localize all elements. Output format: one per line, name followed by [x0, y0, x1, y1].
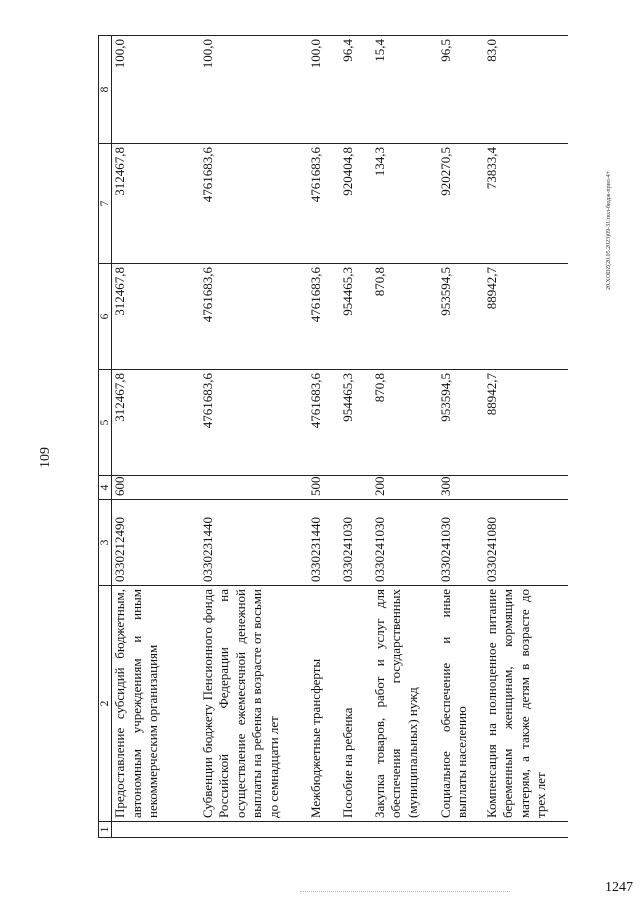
row-code: 0330231440 [200, 500, 308, 586]
row-code: 0330212490 [112, 500, 200, 586]
row-blank-cell [372, 822, 438, 838]
row-blank-cell [200, 822, 308, 838]
page-number: 109 [38, 447, 53, 468]
row-description: Пособие на ребенка [340, 586, 372, 822]
row-expense-type: 600 [112, 476, 200, 500]
row-value-col8: 15,4 [372, 36, 438, 144]
row-value-col7: 4761683,6 [200, 144, 308, 264]
table-row [484, 36, 568, 838]
table-row [308, 36, 340, 838]
table-header-row [99, 36, 112, 838]
row-value-col6: 312467,8 [112, 264, 200, 370]
row-description: Социальное обеспечение и иные выплаты населению [438, 586, 484, 822]
row-value-col7: 73833,4 [484, 144, 568, 264]
table-row [112, 36, 200, 838]
row-value-col5: 4761683,6 [308, 370, 340, 476]
row-blank-cell [438, 822, 484, 838]
row-expense-type: 300 [438, 476, 484, 500]
row-value-col5: 4761683,6 [200, 370, 308, 476]
column-header: 1 [99, 822, 112, 838]
row-value-col8: 100,0 [308, 36, 340, 144]
row-expense-type [484, 476, 568, 500]
row-code: 0330241030 [340, 500, 372, 586]
row-value-col7: 920404,8 [340, 144, 372, 264]
table-row [438, 36, 484, 838]
row-value-col8: 100,0 [200, 36, 308, 144]
row-value-col5: 88942,7 [484, 370, 568, 476]
row-value-col6: 4761683,6 [200, 264, 308, 370]
footer-file-path: 20.XODZ(20.05.2023)09-31/пол-бюдж-прил-4+ [606, 170, 612, 290]
row-code: 0330241080 [484, 500, 568, 586]
column-header: 3 [99, 500, 112, 586]
row-value-col8: 100,0 [112, 36, 200, 144]
sheet-number: 1247 [605, 880, 633, 895]
row-description: Предоставление субсидий бюджетным, автономным учреждениям и иным некоммерческим организациям [112, 586, 200, 822]
budget-table-sheet [98, 36, 548, 838]
row-description: Закупка товаров, работ и услуг для обеспечения государственных (муниципальных) нужд [372, 586, 438, 822]
row-value-col5: 870,8 [372, 370, 438, 476]
scan-artifact-dots [300, 891, 510, 892]
column-header: 2 [99, 586, 112, 822]
row-value-col7: 920270,5 [438, 144, 484, 264]
row-blank-cell [484, 822, 568, 838]
row-value-col6: 4761683,6 [308, 264, 340, 370]
row-value-col6: 870,8 [372, 264, 438, 370]
row-value-col5: 954465,3 [340, 370, 372, 476]
column-header: 4 [99, 476, 112, 500]
row-description: Компенсация на полноценное питание беременным женщинам, кормящим матерям, а также детям в возрасте до трех лет [484, 586, 568, 822]
row-blank-cell [308, 822, 340, 838]
row-expense-type: 200 [372, 476, 438, 500]
table-row [372, 36, 438, 838]
row-description: Субвенции бюджету Пенсионного фонда Российской Федерации на осуществление ежемесячной денежной выплаты на ребенка в возрасте от восьми до семнадцати лет [200, 586, 308, 822]
row-expense-type [200, 476, 308, 500]
row-code: 0330241030 [372, 500, 438, 586]
column-header: 7 [99, 144, 112, 264]
column-header: 5 [99, 370, 112, 476]
row-description: Межбюджетные трансферты [308, 586, 340, 822]
row-value-col7: 312467,8 [112, 144, 200, 264]
row-expense-type: 500 [308, 476, 340, 500]
row-value-col6: 88942,7 [484, 264, 568, 370]
row-value-col8: 96,5 [438, 36, 484, 144]
row-value-col6: 954465,3 [340, 264, 372, 370]
row-value-col8: 83,0 [484, 36, 568, 144]
row-value-col6: 953594,5 [438, 264, 484, 370]
row-blank-cell [340, 822, 372, 838]
column-header: 6 [99, 264, 112, 370]
row-value-col5: 953594,5 [438, 370, 484, 476]
row-value-col7: 134,3 [372, 144, 438, 264]
row-blank-cell [112, 822, 200, 838]
row-value-col5: 312467,8 [112, 370, 200, 476]
row-value-col7: 4761683,6 [308, 144, 340, 264]
table-row [340, 36, 372, 838]
row-code: 0330241030 [438, 500, 484, 586]
row-value-col8: 96,4 [340, 36, 372, 144]
table-row [200, 36, 308, 838]
row-expense-type [340, 476, 372, 500]
budget-table [98, 35, 568, 838]
row-code: 0330231440 [308, 500, 340, 586]
column-header: 8 [99, 36, 112, 144]
